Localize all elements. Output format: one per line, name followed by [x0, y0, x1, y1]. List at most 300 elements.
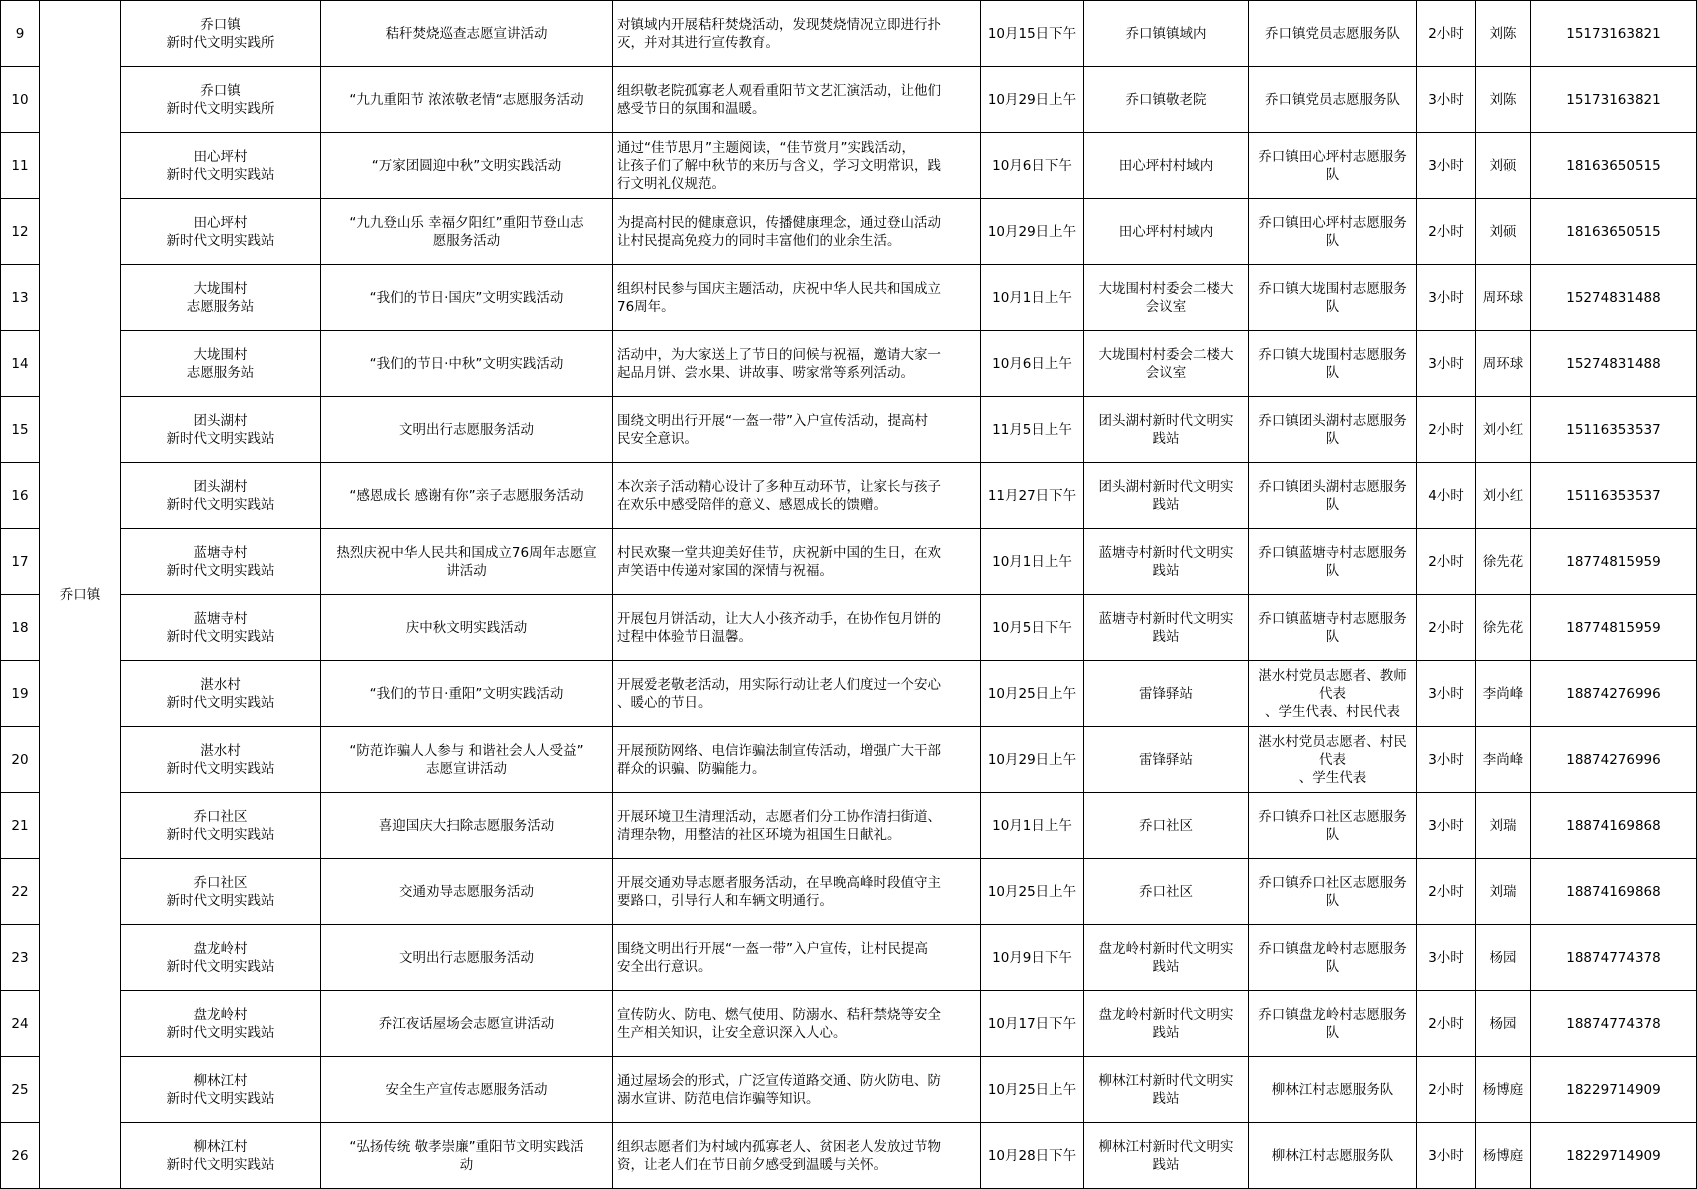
volunteer-team-cell-line: 乔口镇田心坪村志愿服务队 [1258, 214, 1407, 249]
activity-name-cell [321, 67, 613, 133]
activity-place-cell [1084, 199, 1249, 265]
row-number-cell: 13 [1, 265, 40, 331]
activity-time-cell: 10月15日下午 [981, 1, 1084, 67]
activity-place-cell [1084, 793, 1249, 859]
unit-cell-line: 蓝塘寺村 [193, 610, 248, 627]
activity-place-cell [1084, 1123, 1249, 1189]
activity-name-cell-line: 安全生产宣传志愿服务活动 [385, 1081, 548, 1098]
volunteer-team-cell-line: 乔口镇蓝塘寺村志愿服务队 [1258, 610, 1407, 645]
row-number-cell: 20 [1, 727, 40, 793]
activity-time-cell: 10月6日下午 [981, 133, 1084, 199]
volunteer-team-cell-line: 柳林江村志愿服务队 [1271, 1081, 1394, 1098]
contact-phone-cell: 18874169868 [1531, 859, 1697, 925]
unit-cell [121, 991, 321, 1057]
activity-name-cell [321, 793, 613, 859]
row-number-cell: 26 [1, 1123, 40, 1189]
activity-description-cell-line: 民安全意识。 [617, 430, 698, 447]
contact-person-cell: 杨园 [1476, 991, 1531, 1057]
volunteer-team-cell [1249, 991, 1417, 1057]
volunteer-team-cell [1249, 331, 1417, 397]
activity-name-cell [321, 925, 613, 991]
activity-place-cell-line: 会议室 [1145, 364, 1187, 381]
activity-description-cell-line: 围绕文明出行开展“一盔一带”入户宣传活动，提高村 [617, 412, 928, 429]
duration-cell: 3小时 [1417, 67, 1476, 133]
activity-description-cell-line: 76周年。 [617, 298, 675, 315]
activity-time-cell: 10月25日上午 [981, 661, 1084, 727]
activity-name-cell-line: 秸秆焚烧巡查志愿宣讲活动 [385, 25, 548, 42]
unit-cell-line: 新时代文明实践站 [166, 826, 275, 843]
activity-name-cell-line: 喜迎国庆大扫除志愿服务活动 [378, 817, 555, 834]
table-row [1, 859, 1697, 925]
row-number-cell: 18 [1, 595, 40, 661]
volunteer-team-cell [1249, 265, 1417, 331]
activity-description-cell [613, 1123, 981, 1189]
unit-cell [121, 925, 321, 991]
contact-phone-cell: 18874276996 [1531, 727, 1697, 793]
activity-place-cell-line: 团头湖村新时代文明实 [1098, 478, 1234, 495]
contact-person-cell: 杨博庭 [1476, 1057, 1531, 1123]
unit-cell [121, 661, 321, 727]
activity-description-cell-line: 村民欢聚一堂共迎美好佳节，庆祝新中国的生日，在欢 [617, 544, 941, 561]
unit-cell-line: 乔口镇 [200, 16, 241, 33]
activity-description-cell [613, 331, 981, 397]
row-number-cell: 24 [1, 991, 40, 1057]
unit-cell-line: 新时代文明实践站 [166, 694, 275, 711]
volunteer-team-cell [1249, 1057, 1417, 1123]
activity-time-cell: 10月1日上午 [981, 529, 1084, 595]
duration-cell: 2小时 [1417, 1, 1476, 67]
activity-place-cell [1084, 661, 1249, 727]
volunteer-team-cell-line: 乔口镇大垅围村志愿服务队 [1258, 280, 1407, 315]
unit-cell [121, 397, 321, 463]
activity-place-cell [1084, 133, 1249, 199]
table-row [1, 397, 1697, 463]
activity-description-cell [613, 793, 981, 859]
contact-person-cell: 刘硕 [1476, 199, 1531, 265]
unit-cell [121, 199, 321, 265]
row-number-cell: 10 [1, 67, 40, 133]
activity-name-cell [321, 1057, 613, 1123]
unit-cell-line: 志愿服务站 [186, 298, 255, 315]
volunteer-team-cell [1249, 661, 1417, 727]
activity-description-cell-line: 感受节日的氛围和温暖。 [617, 100, 766, 117]
unit-cell-line: 新时代文明实践所 [166, 100, 275, 117]
row-number-cell: 14 [1, 331, 40, 397]
volunteer-team-cell-line: 湛水村党员志愿者、教师代表 [1258, 667, 1407, 702]
duration-cell: 2小时 [1417, 1057, 1476, 1123]
row-number-cell: 23 [1, 925, 40, 991]
activity-description-cell-line: 灭，并对其进行宣传教育。 [617, 34, 779, 51]
activity-description-cell [613, 727, 981, 793]
volunteer-team-cell-line: 湛水村党员志愿者、村民代表 [1258, 733, 1407, 768]
contact-phone-cell: 18229714909 [1531, 1123, 1697, 1189]
activity-place-cell-line: 蓝塘寺村新时代文明实 [1098, 544, 1234, 561]
activity-description-cell [613, 859, 981, 925]
activity-place-cell-line: 大垅围村村委会二楼大 [1098, 346, 1234, 363]
activity-place-cell-line: 大垅围村村委会二楼大 [1098, 280, 1234, 297]
unit-cell [121, 67, 321, 133]
contact-person-cell: 周环球 [1476, 265, 1531, 331]
unit-cell-line: 新时代文明实践站 [166, 1024, 275, 1041]
activity-name-cell-line: “防范诈骗人人参与 和谐社会人人受益” [349, 742, 584, 759]
table-row [1, 991, 1697, 1057]
unit-cell-line: 新时代文明实践站 [166, 1156, 275, 1173]
activity-place-cell-line: 田心坪村村域内 [1118, 223, 1214, 240]
activity-place-cell-line: 蓝塘寺村新时代文明实 [1098, 610, 1234, 627]
volunteer-team-cell [1249, 529, 1417, 595]
duration-cell: 3小时 [1417, 661, 1476, 727]
contact-phone-cell: 18774815959 [1531, 529, 1697, 595]
activity-description-cell [613, 133, 981, 199]
unit-cell-line: 新时代文明实践所 [166, 34, 275, 51]
activity-place-cell-line: 会议室 [1145, 298, 1187, 315]
duration-cell: 2小时 [1417, 199, 1476, 265]
contact-person-cell: 刘小红 [1476, 463, 1531, 529]
activity-description-cell-line: 开展包月饼活动，让大人小孩齐动手，在协作包月饼的 [617, 610, 941, 627]
row-number-cell: 9 [1, 1, 40, 67]
unit-cell [121, 463, 321, 529]
table-row [1, 1057, 1697, 1123]
contact-phone-cell: 15173163821 [1531, 67, 1697, 133]
activity-description-cell [613, 529, 981, 595]
activity-description-cell-line: 安全出行意识。 [617, 958, 712, 975]
unit-cell [121, 859, 321, 925]
unit-cell [121, 529, 321, 595]
contact-person-cell: 徐先花 [1476, 595, 1531, 661]
unit-cell-line: 新时代文明实践站 [166, 892, 275, 909]
unit-cell-line: 团头湖村 [193, 412, 248, 429]
contact-person-cell: 周环球 [1476, 331, 1531, 397]
table-row [1, 529, 1697, 595]
activity-name-cell [321, 727, 613, 793]
volunteer-team-cell-line: 乔口镇乔口社区志愿服务队 [1258, 874, 1407, 909]
activity-place-cell-line: 乔口镇敬老院 [1125, 91, 1207, 108]
volunteer-team-cell [1249, 925, 1417, 991]
activity-description-cell-line: 组织敬老院孤寡老人观看重阳节文艺汇演活动，让他们 [617, 82, 941, 99]
activity-description-cell [613, 595, 981, 661]
duration-cell: 3小时 [1417, 1123, 1476, 1189]
activity-place-cell [1084, 529, 1249, 595]
contact-person-cell: 徐先花 [1476, 529, 1531, 595]
activity-description-cell-line: 、暖心的节日。 [617, 694, 712, 711]
activity-description-cell [613, 661, 981, 727]
activity-place-cell-line: 践站 [1152, 1156, 1180, 1173]
activity-description-cell [613, 463, 981, 529]
volunteer-team-cell [1249, 1, 1417, 67]
activity-name-cell [321, 1123, 613, 1189]
activity-description-cell [613, 199, 981, 265]
row-number-cell: 19 [1, 661, 40, 727]
activity-name-cell [321, 859, 613, 925]
table-row [1, 199, 1697, 265]
volunteer-team-cell-line: 乔口镇盘龙岭村志愿服务队 [1258, 1006, 1407, 1041]
activity-description-cell-line: 让孩子们了解中秋节的来历与含义，学习文明常识，践 [617, 157, 941, 174]
activity-place-cell-line: 践站 [1152, 430, 1180, 447]
activity-place-cell [1084, 595, 1249, 661]
activity-name-cell [321, 331, 613, 397]
unit-cell-line: 乔口社区 [193, 808, 248, 825]
volunteer-team-cell-line: 乔口镇团头湖村志愿服务队 [1258, 478, 1407, 513]
activity-place-cell-line: 盘龙岭村新时代文明实 [1098, 940, 1234, 957]
contact-person-cell: 李尚峰 [1476, 661, 1531, 727]
table-row [1, 265, 1697, 331]
activity-description-cell [613, 265, 981, 331]
volunteer-team-cell-line: 乔口镇田心坪村志愿服务队 [1258, 148, 1407, 183]
activity-name-cell [321, 529, 613, 595]
volunteer-team-cell [1249, 67, 1417, 133]
duration-cell: 2小时 [1417, 529, 1476, 595]
activity-place-cell-line: 践站 [1152, 562, 1180, 579]
unit-cell-line: 新时代文明实践站 [166, 430, 275, 447]
contact-phone-cell: 18874169868 [1531, 793, 1697, 859]
activity-place-cell [1084, 991, 1249, 1057]
activity-description-cell [613, 67, 981, 133]
unit-cell-line: 乔口镇 [200, 82, 241, 99]
unit-cell-line: 新时代文明实践站 [166, 166, 275, 183]
table-row [1, 661, 1697, 727]
activity-name-cell-line: 讲活动 [446, 562, 487, 579]
contact-phone-cell: 15274831488 [1531, 265, 1697, 331]
activity-description-cell-line: 通过“佳节思月”主题阅读，“佳节赏月”实践活动， [617, 139, 915, 156]
unit-cell-line: 湛水村 [200, 742, 241, 759]
duration-cell: 2小时 [1417, 859, 1476, 925]
contact-phone-cell: 18229714909 [1531, 1057, 1697, 1123]
activity-name-cell-line: 愿服务活动 [432, 232, 501, 249]
activity-description-cell-line: 围绕文明出行开展“一盔一带”入户宣传，让村民提高 [617, 940, 928, 957]
activity-place-cell-line: 团头湖村新时代文明实 [1098, 412, 1234, 429]
volunteer-team-cell [1249, 199, 1417, 265]
activity-name-cell [321, 595, 613, 661]
activity-name-cell [321, 133, 613, 199]
activity-place-cell [1084, 727, 1249, 793]
activity-time-cell: 10月1日上午 [981, 265, 1084, 331]
activity-description-cell [613, 1, 981, 67]
activity-name-cell [321, 397, 613, 463]
activity-place-cell-line: 践站 [1152, 628, 1180, 645]
activity-place-cell [1084, 397, 1249, 463]
activity-name-cell-line: 文明出行志愿服务活动 [399, 421, 534, 438]
activity-description-cell-line: 声笑语中传递对家国的深情与祝福。 [617, 562, 833, 579]
unit-cell-line: 大垅围村 [193, 280, 248, 297]
activity-description-cell-line: 起品月饼、尝水果、讲故事、唠家常等系列活动。 [617, 364, 914, 381]
unit-cell [121, 793, 321, 859]
activity-name-cell-line: “感恩成长 感谢有你”亲子志愿服务活动 [349, 487, 584, 504]
activity-description-cell [613, 1057, 981, 1123]
table-row [1, 925, 1697, 991]
volunteer-team-cell-line: 乔口镇党员志愿服务队 [1265, 25, 1400, 42]
contact-phone-cell: 18874774378 [1531, 991, 1697, 1057]
volunteer-team-cell [1249, 463, 1417, 529]
activity-description-cell-line: 组织村民参与国庆主题活动，庆祝中华人民共和国成立 [617, 280, 941, 297]
unit-cell-line: 团头湖村 [193, 478, 248, 495]
activity-name-cell-line: “我们的节日·中秋”文明实践活动 [369, 355, 564, 372]
volunteer-team-cell-line: 、学生代表、村民代表 [1265, 703, 1400, 720]
contact-person-cell: 刘陈 [1476, 67, 1531, 133]
volunteer-team-cell [1249, 133, 1417, 199]
activity-name-cell-line: 动 [459, 1156, 474, 1173]
contact-phone-cell: 15173163821 [1531, 1, 1697, 67]
volunteer-team-cell-line: 乔口镇大垅围村志愿服务队 [1258, 346, 1407, 381]
duration-cell: 2小时 [1417, 991, 1476, 1057]
table-row [1, 793, 1697, 859]
activity-name-cell-line: “我们的节日·重阳”文明实践活动 [369, 685, 564, 702]
activity-name-cell-line: “九九登山乐 幸福夕阳红”重阳节登山志 [349, 214, 584, 231]
duration-cell: 2小时 [1417, 397, 1476, 463]
unit-cell-line: 志愿服务站 [186, 364, 255, 381]
unit-cell-line: 新时代文明实践站 [166, 496, 275, 513]
activity-place-cell-line: 践站 [1152, 496, 1180, 513]
activity-place-cell [1084, 859, 1249, 925]
activity-name-cell-line: “九九重阳节 浓浓敬老情“志愿服务活动 [349, 91, 584, 108]
activity-description-cell-line: 宣传防火、防电、燃气使用、防溺水、秸秆禁烧等安全 [617, 1006, 941, 1023]
activity-time-cell: 10月29日上午 [981, 727, 1084, 793]
contact-person-cell: 杨园 [1476, 925, 1531, 991]
contact-person-cell: 刘陈 [1476, 1, 1531, 67]
unit-cell-line: 新时代文明实践站 [166, 562, 275, 579]
activity-description-cell-line: 开展交通劝导志愿者服务活动，在早晚高峰时段值守主 [617, 874, 941, 891]
activity-time-cell: 10月5日下午 [981, 595, 1084, 661]
unit-cell [121, 1057, 321, 1123]
activity-description-cell-line: 要路口，引导行人和车辆文明通行。 [617, 892, 833, 909]
activity-place-cell [1084, 1057, 1249, 1123]
volunteer-team-cell-line: 乔口镇蓝塘寺村志愿服务队 [1258, 544, 1407, 579]
duration-cell: 3小时 [1417, 133, 1476, 199]
table-body [1, 1, 1697, 1189]
unit-cell-line: 柳林江村 [193, 1138, 248, 1155]
activity-description-cell-line: 在欢乐中感受陪伴的意义、感恩成长的馈赠。 [617, 496, 887, 513]
table-row [1, 133, 1697, 199]
activity-time-cell: 10月25日上午 [981, 859, 1084, 925]
volunteer-team-cell [1249, 595, 1417, 661]
volunteer-team-cell-line: 乔口镇团头湖村志愿服务队 [1258, 412, 1407, 447]
row-number-cell: 22 [1, 859, 40, 925]
activity-name-cell [321, 661, 613, 727]
activity-name-cell-line: 志愿宣讲活动 [426, 760, 507, 777]
activity-time-cell: 10月29日上午 [981, 67, 1084, 133]
activity-place-cell-line: 践站 [1152, 1024, 1180, 1041]
duration-cell: 3小时 [1417, 727, 1476, 793]
activity-place-cell-line: 乔口镇镇域内 [1125, 25, 1207, 42]
volunteer-team-cell-line: 柳林江村志愿服务队 [1271, 1147, 1394, 1164]
unit-cell-line: 乔口社区 [193, 874, 248, 891]
activity-time-cell: 10月1日上午 [981, 793, 1084, 859]
row-number-cell: 17 [1, 529, 40, 595]
activity-place-cell-line: 雷锋驿站 [1139, 685, 1193, 702]
activity-time-cell: 11月5日上午 [981, 397, 1084, 463]
unit-cell-line: 田心坪村 [193, 148, 248, 165]
contact-person-cell: 刘瑞 [1476, 793, 1531, 859]
activity-time-cell: 10月28日下午 [981, 1123, 1084, 1189]
activity-description-cell [613, 925, 981, 991]
contact-phone-cell: 15274831488 [1531, 331, 1697, 397]
unit-cell [121, 1123, 321, 1189]
unit-cell-line: 新时代文明实践站 [166, 232, 275, 249]
activity-description-cell-line: 群众的识骗、防骗能力。 [617, 760, 766, 777]
table-row [1, 727, 1697, 793]
table-row [1, 1, 1697, 67]
activity-name-cell [321, 463, 613, 529]
table-row [1, 67, 1697, 133]
table-row [1, 595, 1697, 661]
activity-place-cell-line: 践站 [1152, 1090, 1180, 1107]
activity-time-cell: 10月25日上午 [981, 1057, 1084, 1123]
volunteer-team-cell-line: 乔口镇乔口社区志愿服务队 [1258, 808, 1407, 843]
row-number-cell: 25 [1, 1057, 40, 1123]
activity-description-cell-line: 为提高村民的健康意识，传播健康理念，通过登山活动 [617, 214, 941, 231]
row-number-cell: 12 [1, 199, 40, 265]
activity-name-cell [321, 991, 613, 1057]
duration-cell: 3小时 [1417, 793, 1476, 859]
table-row [1, 1123, 1697, 1189]
unit-cell-line: 大垅围村 [193, 346, 248, 363]
duration-cell: 3小时 [1417, 265, 1476, 331]
activity-description-cell-line: 对镇域内开展秸秆焚烧活动，发现焚烧情况立即进行扑 [617, 16, 941, 33]
contact-phone-cell: 18163650515 [1531, 199, 1697, 265]
unit-cell-line: 柳林江村 [193, 1072, 248, 1089]
volunteer-team-cell [1249, 793, 1417, 859]
unit-cell [121, 595, 321, 661]
unit-cell-line: 新时代文明实践站 [166, 958, 275, 975]
activity-name-cell-line: 庆中秋文明实践活动 [405, 619, 528, 636]
row-number-cell: 11 [1, 133, 40, 199]
unit-cell-line: 盘龙岭村 [193, 940, 248, 957]
contact-person-cell: 刘硕 [1476, 133, 1531, 199]
activity-place-cell-line: 柳林江村新时代文明实 [1098, 1138, 1234, 1155]
activity-description-cell-line: 让村民提高免疫力的同时丰富他们的业余生活。 [617, 232, 901, 249]
activity-name-cell-line: “我们的节日·国庆”文明实践活动 [369, 289, 564, 306]
contact-phone-cell: 18163650515 [1531, 133, 1697, 199]
row-number-cell: 21 [1, 793, 40, 859]
activity-place-cell [1084, 463, 1249, 529]
volunteer-team-cell-line: 、学生代表 [1298, 769, 1367, 786]
unit-cell-line: 湛水村 [200, 676, 241, 693]
contact-phone-cell: 15116353537 [1531, 463, 1697, 529]
unit-cell-line: 盘龙岭村 [193, 1006, 248, 1023]
activity-time-cell: 11月27日下午 [981, 463, 1084, 529]
activity-name-cell-line: “万家团圆迎中秋”文明实践活动 [371, 157, 562, 174]
activity-time-cell: 10月6日上午 [981, 331, 1084, 397]
activity-time-cell: 10月9日下午 [981, 925, 1084, 991]
activity-description-cell-line: 本次亲子活动精心设计了多种互动环节，让家长与孩子 [617, 478, 941, 495]
contact-phone-cell: 18774815959 [1531, 595, 1697, 661]
activity-place-cell-line: 田心坪村村域内 [1118, 157, 1214, 174]
row-number-cell: 16 [1, 463, 40, 529]
unit-cell-line: 蓝塘寺村 [193, 544, 248, 561]
unit-cell-line: 田心坪村 [193, 214, 248, 231]
activity-place-cell [1084, 925, 1249, 991]
activity-description-cell-line: 资，让老人们在节日前夕感受到温暖与关怀。 [617, 1156, 887, 1173]
activity-place-cell [1084, 67, 1249, 133]
contact-phone-cell: 18874276996 [1531, 661, 1697, 727]
activity-name-cell-line: “弘扬传统 敬孝崇廉”重阳节文明实践活 [349, 1138, 584, 1155]
activity-name-cell [321, 1, 613, 67]
contact-person-cell: 刘小红 [1476, 397, 1531, 463]
unit-cell [121, 1, 321, 67]
activity-description-cell-line: 开展爱老敬老活动，用实际行动让老人们度过一个安心 [617, 676, 941, 693]
activity-name-cell [321, 265, 613, 331]
activity-name-cell-line: 交通劝导志愿服务活动 [399, 883, 534, 900]
activity-time-cell: 10月17日下午 [981, 991, 1084, 1057]
volunteer-team-cell-line: 乔口镇党员志愿服务队 [1265, 91, 1400, 108]
contact-person-cell: 刘瑞 [1476, 859, 1531, 925]
duration-cell: 4小时 [1417, 463, 1476, 529]
activity-description-cell [613, 397, 981, 463]
activity-description-cell-line: 生产相关知识，让安全意识深入人心。 [617, 1024, 847, 1041]
activity-name-cell-line: 乔江夜话屋场会志愿宣讲活动 [378, 1015, 555, 1032]
activity-place-cell-line: 柳林江村新时代文明实 [1098, 1072, 1234, 1089]
activity-description-cell-line: 清理杂物，用整洁的社区环境为祖国生日献礼。 [617, 826, 901, 843]
town-cell: 乔口镇 [40, 1, 121, 1189]
